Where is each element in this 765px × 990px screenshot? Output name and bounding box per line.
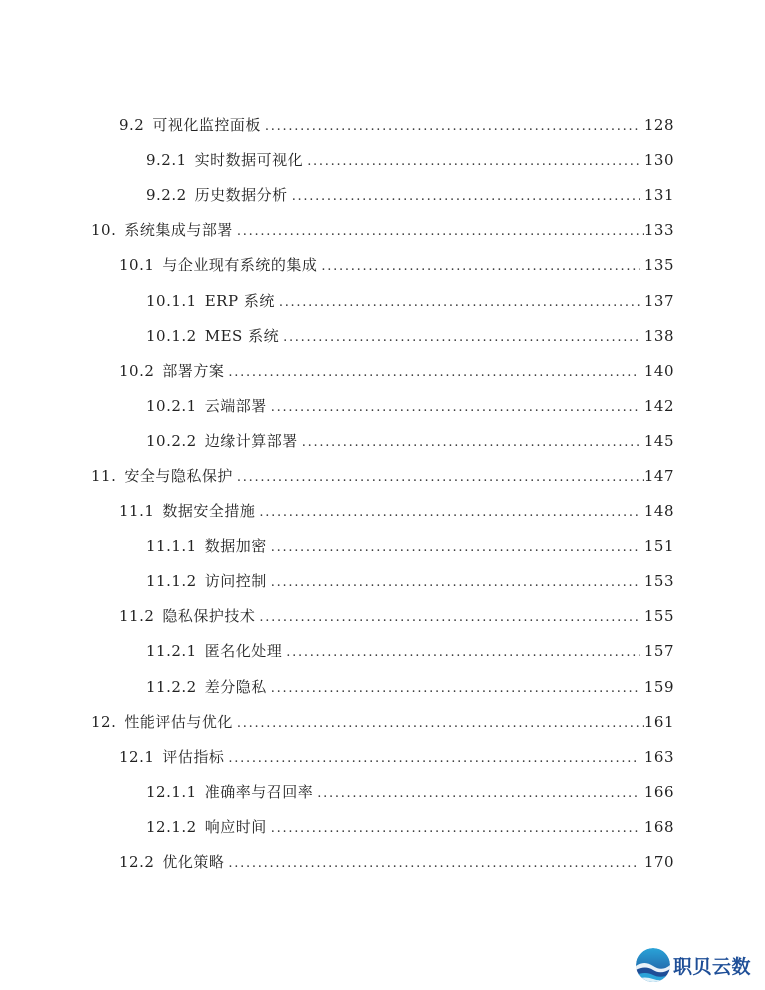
- toc-section-title: 数据加密: [204, 537, 267, 556]
- toc-section-title: 评估指标: [162, 747, 225, 766]
- toc-section-number: 9.2: [119, 116, 145, 135]
- toc-page-number: 153: [643, 572, 674, 591]
- toc-page-number: 161: [643, 712, 674, 731]
- toc-dot-leader: [271, 401, 640, 414]
- toc-section-number: 11.1.1: [146, 537, 197, 556]
- toc-section-title: ERP 系统: [204, 291, 275, 310]
- toc-section-title: 准确率与召回率: [204, 782, 314, 801]
- toc-dot-leader: [259, 611, 639, 624]
- toc-entry[interactable]: [0, 845, 765, 880]
- toc-entry[interactable]: [0, 213, 765, 248]
- toc-section-number: 11.: [91, 466, 117, 485]
- toc-dot-leader: [292, 190, 640, 203]
- toc-entry[interactable]: [0, 354, 765, 389]
- toc-section-title: 系统集成与部署: [124, 221, 233, 240]
- toc-section-title: 响应时间: [204, 817, 267, 836]
- toc-line: [91, 466, 765, 485]
- toc-section-title: 匿名化处理: [204, 642, 283, 661]
- wave-globe-icon: [636, 948, 670, 982]
- toc-dot-leader: [271, 822, 640, 835]
- toc-line: [146, 396, 765, 415]
- toc-page-number: 159: [643, 677, 674, 696]
- toc-section-title: 部署方案: [162, 361, 225, 380]
- toc-page-number: 147: [643, 466, 674, 485]
- toc-page-number: 142: [643, 396, 674, 415]
- toc-section-title: 安全与隐私保护: [124, 466, 233, 485]
- toc-entry[interactable]: [0, 529, 765, 564]
- toc-section-number: 11.2.2: [146, 677, 197, 696]
- toc-entry[interactable]: [0, 424, 765, 459]
- toc-dot-leader: [271, 541, 640, 554]
- toc-entry[interactable]: [0, 459, 765, 494]
- toc-section-number: 10.2.2: [146, 431, 197, 450]
- toc-section-number: 10.1: [119, 256, 155, 275]
- toc-dot-leader: [279, 296, 640, 309]
- toc-dot-leader: [259, 506, 639, 519]
- toc-dot-leader: [237, 471, 644, 484]
- toc-section-title: 隐私保护技术: [162, 607, 256, 626]
- toc-section-number: 10.2.1: [146, 396, 197, 415]
- toc-entry[interactable]: [0, 108, 765, 143]
- toc-section-number: 10.2: [119, 361, 155, 380]
- toc-line: [91, 223, 765, 238]
- toc-line: [146, 153, 765, 168]
- toc-entry[interactable]: [0, 599, 765, 634]
- toc-line: [146, 188, 765, 203]
- toc-section-number: 11.2: [119, 607, 155, 626]
- toc-page-number: 138: [643, 326, 674, 345]
- toc-line: [146, 782, 765, 801]
- toc-entry[interactable]: [0, 248, 765, 283]
- toc-page-number: 133: [643, 221, 674, 240]
- toc-section-number: 11.1.2: [146, 572, 197, 591]
- toc-dot-leader: [321, 260, 639, 273]
- toc-section-number: 9.2.2: [146, 186, 187, 205]
- toc-section-title: 云端部署: [204, 396, 267, 415]
- toc-section-title: 性能评估与优化: [124, 712, 233, 731]
- toc-dot-leader: [271, 576, 640, 589]
- toc-section-title: 访问控制: [204, 572, 267, 591]
- toc-section-title: 实时数据可视化: [194, 151, 304, 170]
- toc-page-number: 163: [643, 747, 674, 766]
- toc-line: [146, 574, 765, 589]
- toc-page-number: 140: [643, 361, 674, 380]
- toc-dot-leader: [283, 331, 640, 344]
- toc-entry[interactable]: [0, 494, 765, 529]
- brand-logo: [636, 945, 751, 985]
- toc-line: [91, 712, 765, 731]
- toc-page-number: 131: [643, 186, 674, 205]
- toc-dot-leader: [237, 717, 644, 730]
- toc-line: [146, 539, 765, 554]
- toc-line: [119, 609, 765, 624]
- toc-dot-leader: [228, 857, 639, 870]
- toc-section-title: 与企业现有系统的集成: [162, 256, 318, 275]
- toc-section-number: 11.2.1: [146, 642, 197, 661]
- toc-section-title: MES 系统: [204, 326, 280, 345]
- toc-dot-leader: [228, 366, 639, 379]
- toc-page-number: 166: [643, 782, 674, 801]
- toc-entry[interactable]: [0, 319, 765, 354]
- toc-line: [146, 291, 765, 310]
- toc-entry[interactable]: [0, 564, 765, 599]
- toc-page-number: 135: [643, 256, 674, 275]
- toc-line: [119, 855, 765, 870]
- toc-section-number: 12.1: [119, 747, 155, 766]
- toc-section-number: 10.: [91, 221, 117, 240]
- toc-line: [119, 504, 765, 519]
- toc-page-number: 155: [643, 607, 674, 626]
- toc-dot-leader: [237, 225, 644, 238]
- toc-section-number: 9.2.1: [146, 151, 187, 170]
- toc-dot-leader: [317, 787, 640, 800]
- toc-dot-leader: [302, 436, 640, 449]
- toc-entry[interactable]: [0, 389, 765, 424]
- toc-line: [146, 817, 765, 836]
- toc-section-title: 历史数据分析: [194, 186, 288, 205]
- toc-section-number: 10.1.1: [146, 291, 197, 310]
- toc-line: [119, 361, 765, 380]
- toc-section-title: 数据安全措施: [162, 502, 256, 521]
- toc-section-number: 12.: [91, 712, 117, 731]
- toc-page-number: 137: [643, 291, 674, 310]
- toc-entry[interactable]: [0, 740, 765, 775]
- toc-line: [146, 326, 765, 345]
- toc-dot-leader: [228, 752, 639, 765]
- toc-page-number: 128: [643, 116, 674, 135]
- toc-line: [146, 431, 765, 450]
- table-of-contents: [0, 108, 765, 880]
- toc-dot-leader: [271, 682, 640, 695]
- toc-page-number: 168: [643, 817, 674, 836]
- toc-entry[interactable]: [0, 775, 765, 810]
- toc-section-title: 边缘计算部署: [204, 431, 298, 450]
- toc-section-number: 12.2: [119, 853, 155, 872]
- toc-line: [119, 258, 765, 273]
- toc-page-number: 157: [643, 642, 674, 661]
- toc-section-title: 可视化监控面板: [152, 116, 261, 135]
- brand-name: 职贝云数: [673, 955, 752, 978]
- toc-entry[interactable]: [0, 810, 765, 845]
- toc-page-number: 130: [643, 151, 674, 170]
- toc-entry[interactable]: [0, 178, 765, 213]
- toc-entry[interactable]: [0, 283, 765, 318]
- toc-entry[interactable]: [0, 143, 765, 178]
- toc-dot-leader: [307, 155, 640, 168]
- toc-line: [119, 747, 765, 766]
- toc-section-number: 12.1.2: [146, 817, 197, 836]
- toc-section-number: 10.1.2: [146, 326, 197, 345]
- toc-dot-leader: [286, 646, 640, 659]
- toc-entry[interactable]: [0, 705, 765, 740]
- toc-entry[interactable]: [0, 634, 765, 669]
- toc-line: [146, 677, 765, 696]
- toc-line: [146, 644, 765, 659]
- toc-page-number: 148: [643, 502, 674, 521]
- toc-dot-leader: [265, 120, 640, 133]
- toc-line: [119, 118, 765, 133]
- toc-page-number: 151: [643, 537, 674, 556]
- toc-page-number: 145: [643, 431, 674, 450]
- toc-page-number: 170: [643, 853, 674, 872]
- toc-section-title: 优化策略: [162, 853, 225, 872]
- toc-section-title: 差分隐私: [204, 677, 267, 696]
- toc-entry[interactable]: [0, 670, 765, 705]
- toc-section-number: 11.1: [119, 502, 155, 521]
- toc-section-number: 12.1.1: [146, 782, 197, 801]
